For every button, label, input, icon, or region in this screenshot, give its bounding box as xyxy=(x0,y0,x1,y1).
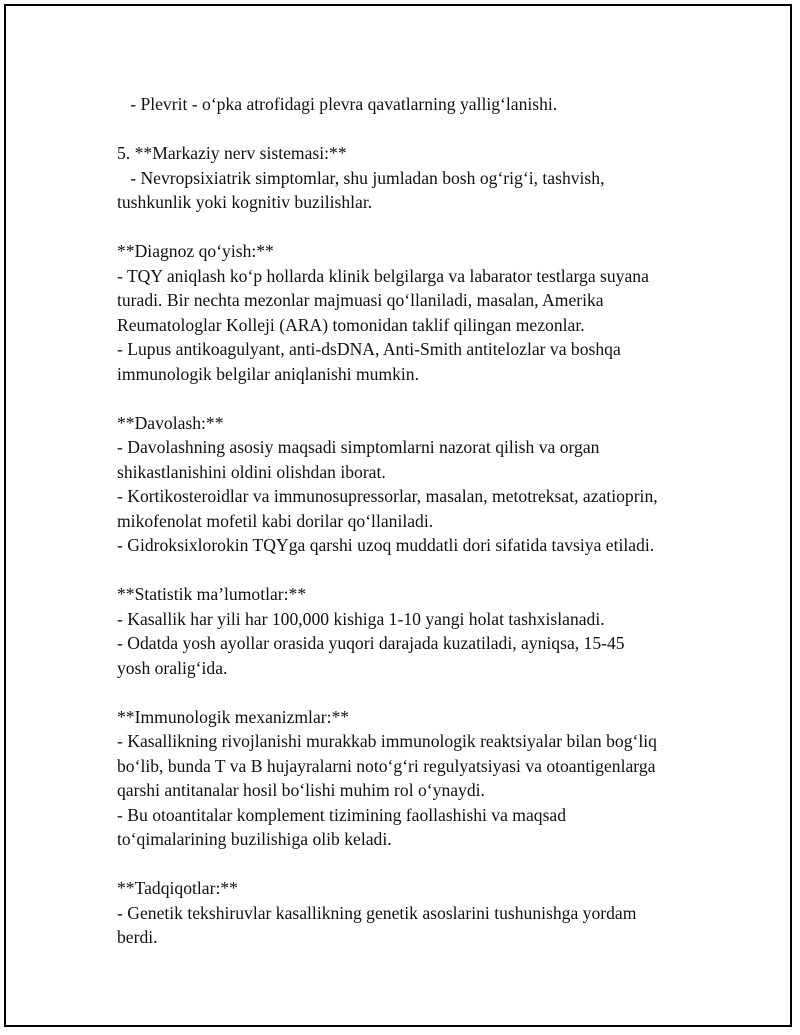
document-body xyxy=(117,92,697,950)
text-line: - Bu otoantitalar komplement tizimining faollashishi va maqsad xyxy=(117,804,567,825)
text-line: tushkunlik yoki kognitiv buzilishlar. xyxy=(117,192,373,212)
text-line: immunologik belgilar aniqlanishi mumkin. xyxy=(117,363,419,384)
section-heading: **Statistik ma’lumotlar:** xyxy=(117,584,307,604)
text-line: turadi. Bir nechta mezonlar majmuasi qo‘llaniladi, masalan, Amerika xyxy=(117,290,604,310)
text-line: - Lupus antikoagulyant, anti-dsDNA, Anti-Smith antitelozlar va boshqa xyxy=(117,339,621,359)
text-line: qarshi antitanalar hosil bo‘lishi muhim rol o‘ynaydi. xyxy=(117,780,485,800)
section-heading: **Diagnoz qo‘yish:** xyxy=(117,241,274,261)
section-heading: **Davolash:** xyxy=(117,412,224,433)
text-line: mikofenolat mofetil kabi dorilar qo‘llaniladi. xyxy=(117,510,434,531)
text-line: to‘qimalarining buzilishiga olib keladi. xyxy=(117,829,392,849)
text-line: - Plevrit - o‘pka atrofidagi plevra qavatlarning yallig‘lanishi. xyxy=(117,94,558,114)
paragraph-gap xyxy=(117,386,697,411)
text-line: - Nevropsixiatrik simptomlar, shu jumladan bosh og‘rig‘i, tashvish, xyxy=(117,167,605,188)
text-line: berdi. xyxy=(117,927,158,947)
paragraph-gap xyxy=(117,558,697,583)
paragraph-gap xyxy=(117,215,697,240)
text-line: - Kortikosteroidlar va immunosupressorlar, masalan, metotreksat, azatioprin, xyxy=(117,486,658,506)
text-line: yosh oralig‘ida. xyxy=(117,657,228,678)
text-line: - Genetik tekshiruvlar kasallikning genetik asoslarini tushunishga yordam xyxy=(117,902,637,923)
text-line: - Gidroksixlorokin TQYga qarshi uzoq muddatli dori sifatida tavsiya etiladi. xyxy=(117,535,655,555)
text-line: - Odatda yosh ayollar orasida yuqori darajada kuzatiladi, ayniqsa, 15-45 xyxy=(117,633,625,653)
text-line: - Kasallikning rivojlanishi murakkab immunologik reaktsiyalar bilan bog‘liq xyxy=(117,731,657,751)
text-line: bo‘lib, bunda T va B hujayralarni noto‘g‘ri regulyatsiyasi va otoantigenlarga xyxy=(117,755,656,776)
paragraph-gap xyxy=(117,117,697,142)
section-heading: **Tadqiqotlar:** xyxy=(117,878,238,898)
text-line: - Davolashning asosiy maqsadi simptomlarni nazorat qilish va organ xyxy=(117,437,600,457)
section-heading: 5. **Markaziy nerv sistemasi:** xyxy=(117,143,347,163)
text-line: - Kasallik har yili har 100,000 kishiga 1-10 yangi holat tashxislanadi. xyxy=(117,608,605,629)
text-line: - TQY aniqlash ko‘p hollarda klinik belgilarga va labarator testlarga suyana xyxy=(117,265,649,286)
section-heading: **Immunologik mexanizmlar:** xyxy=(117,706,350,727)
paragraph-gap xyxy=(117,680,697,705)
paragraph-gap xyxy=(117,852,697,877)
text-line: shikastlanishini oldini olishdan iborat. xyxy=(117,461,386,482)
text-line: Reumatologlar Kolleji (ARA) tomonidan taklif qilingan mezonlar. xyxy=(117,314,585,335)
